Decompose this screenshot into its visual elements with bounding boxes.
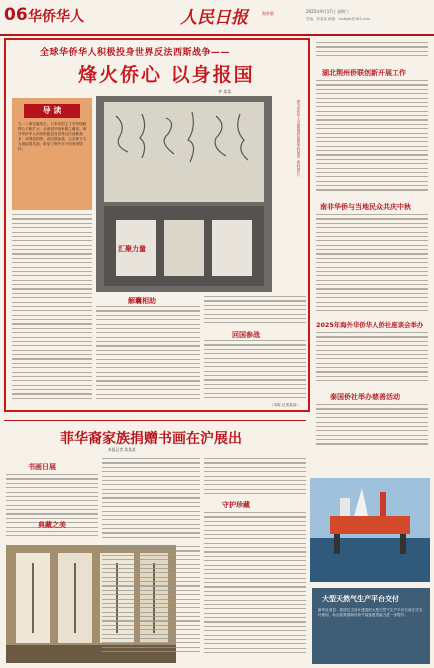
article-kicker: 全球华侨华人积极投身世界反法西斯战争—— [40,48,231,58]
subhead-3: 回国参战 [232,331,260,339]
article-body-column [12,214,92,404]
bottom-subhead-1: 书画日展 [28,463,56,471]
issue-date: 2025年9月17日 星期三 [306,9,350,14]
offshore-platform-photo [310,478,430,582]
lead-label: 导 读 [24,104,80,118]
article-body-column [204,340,306,402]
brief-headline-2: 南非华侨与当地民众共庆中秋 [320,203,411,211]
brief-headline-3: 2025年海外华侨华人侨社座谈会举办 [316,321,424,329]
news-brief-title: 大型天然气生产平台交付 [322,595,399,603]
article-body-column [102,546,200,662]
article-headline: 烽火侨心 以身报国 [78,64,255,86]
article-end-mark: （本报 记者某某） [270,403,300,407]
brief-text [316,404,428,452]
brief-text [316,214,428,316]
feature-photo [96,96,272,292]
newspaper-logo: 人民日报 [180,8,248,28]
brief-text [316,42,428,62]
article-body-column [6,474,98,542]
brief-text [316,80,428,198]
subhead-1: 解囊相助 [128,297,156,305]
article-byline: 齐 某某 [218,89,232,94]
brief-headline-1: 湖北荆州侨联创新开展工作 [322,69,406,77]
offshore-platform-illustration [310,478,430,582]
brief-text [316,332,428,388]
section-divider [4,420,306,421]
newspaper-edition: 海外版 [262,11,274,16]
article-body-column [96,306,200,404]
brief-headline-4: 泰国侨社举办慈善活动 [330,393,400,401]
article-body-column [204,512,306,662]
subhead-2: 汇聚力量 [118,245,146,253]
editor-line: 责编：张某某 邮箱：hwbjgh@163.com [306,17,371,21]
lead-text: 九一八事变爆发后，日本军国主义对华侵略野心不断扩大，全面侵华战争随之爆发。海外华侨华人纷纷积极投身世界反法西斯战争，或捐款捐物、或回国参战，以各种方式支援祖国抗战，彰显了海外赤子的家国情怀。 [18,122,87,151]
exhibit-photo-illustration [96,96,272,292]
bottom-subhead-3: 守护珍藏 [222,501,250,509]
article-body-column [204,296,306,326]
bottom-subhead-2: 典藏之美 [38,521,66,529]
news-brief-text: 新华社消息：我国自主设计建造的大型天然气生产平台日前正式交付使用，标志着我国海洋油气装备建造能力进一步提升。 [318,608,423,617]
article-body-column [204,458,306,498]
article-body-column [102,458,200,544]
page-number: 06 [4,5,28,25]
bottom-article-byline: 本报记者 某某某 [108,447,136,452]
bottom-article-headline: 菲华裔家族捐赠书画在沪展出 [60,431,242,447]
section-title: 华侨华人 [28,9,84,25]
photo-caption: 图为华侨华人支援祖国抗战的史料展览（资料图片） [296,100,300,179]
